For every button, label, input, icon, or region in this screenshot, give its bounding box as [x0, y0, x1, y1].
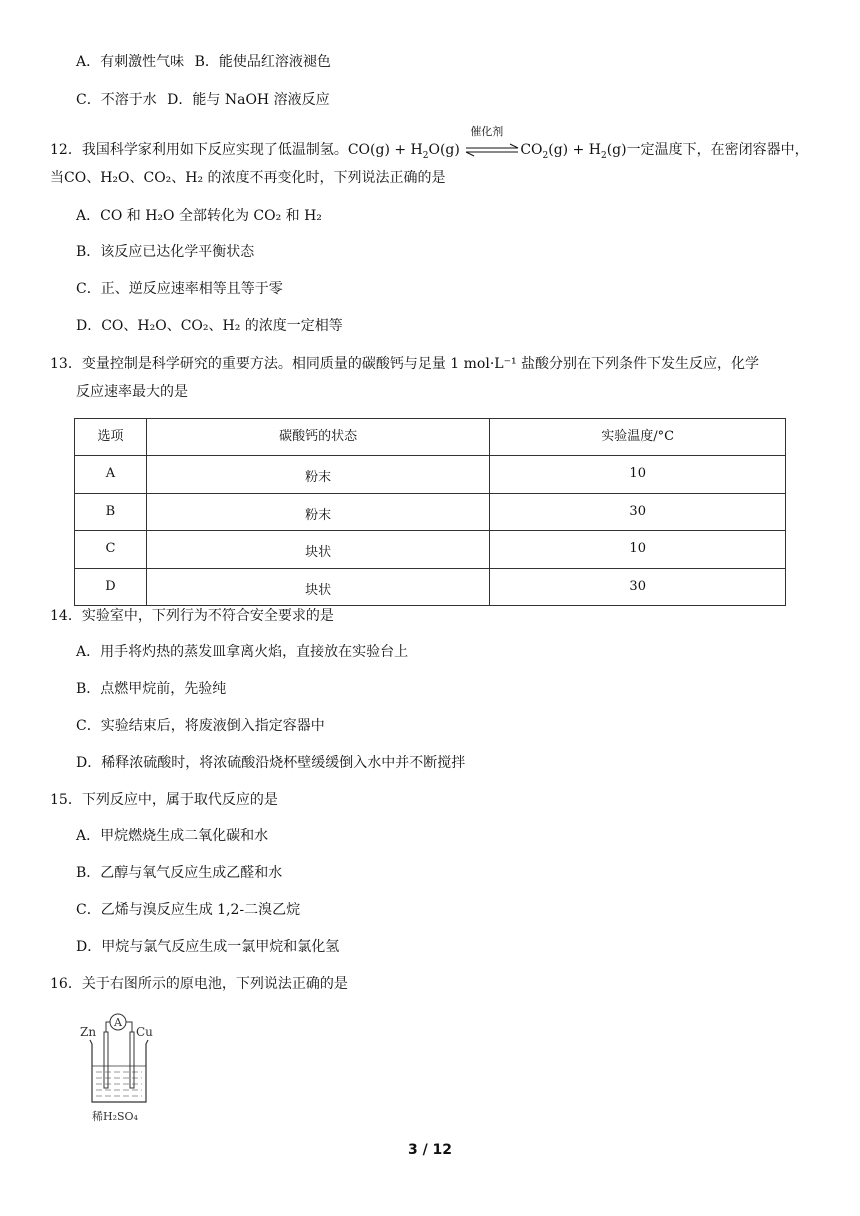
q15-stem [50, 790, 278, 810]
q14-stem [50, 606, 334, 626]
q12-option-d: D．CO、H₂O、CO₂、H₂ 的浓度一定相等 [76, 318, 343, 334]
q12-stem-line2: 当CO、H₂O、CO₂、H₂ 的浓度不再变化时，下列说法正确的是 [50, 170, 446, 186]
catalyst-label: 催化剂 [470, 125, 504, 138]
cu-label: Cu [136, 1025, 153, 1039]
q11-options-ab [76, 52, 331, 72]
q11-option-d: D．能与 NaOH 溶液反应 [167, 92, 330, 108]
q12-option-c: C．正、逆反应速率相等且等于零 [76, 281, 283, 297]
q11-options-cd [76, 90, 330, 110]
q11-option-c: C．不溶于水 [76, 92, 157, 108]
table-header-cell: 实验温度/°C [490, 419, 786, 456]
q14-number: 14． [50, 608, 82, 624]
table-row [75, 456, 786, 493]
table-cell: 粉末 [146, 493, 490, 530]
table-cell: D [75, 568, 147, 605]
q13-number: 13． [50, 356, 82, 372]
q13-stem-line2: 反应速率最大的是 [76, 384, 188, 400]
table-row [75, 531, 786, 568]
q14-option-d: D．稀释浓硫酸时，将浓硫酸沿烧杯壁缓缓倒入水中并不断搅拌 [76, 755, 466, 771]
table-cell: B [75, 493, 147, 530]
q13-text-line1: 变量控制是科学研究的重要方法。相同质量的碳酸钙与足量 1 mol·L⁻¹ 盐酸分别在下列条件下发生反应，化学 [81, 356, 760, 372]
table-cell: 30 [490, 493, 786, 530]
q15-option-d: D．甲烷与氯气反应生成一氯甲烷和氯化氢 [76, 939, 340, 955]
page-number: 3 / 12 [407, 1142, 453, 1158]
table-cell: 粉末 [146, 456, 490, 493]
q14-option-a: A．用手将灼热的蒸发皿拿离火焰，直接放在实验台上 [76, 644, 409, 660]
q12-number: 12． [50, 142, 82, 158]
q12-stem-line1 [50, 125, 809, 161]
table-row [75, 568, 786, 605]
table-cell: 30 [490, 568, 786, 605]
q14-text: 实验室中，下列行为不符合安全要求的是 [81, 608, 334, 624]
q15-option-c: C．乙烯与溴反应生成 1,2-二溴乙烷 [76, 902, 301, 918]
equilibrium-arrow-icon [464, 125, 520, 160]
q15-number: 15． [50, 792, 82, 808]
q12-option-a: A．CO 和 H₂O 全部转化为 CO₂ 和 H₂ [76, 208, 322, 224]
q15-text: 下列反应中，属于取代反应的是 [81, 792, 278, 808]
q16-text: 关于右图所示的原电池，下列说法正确的是 [81, 976, 348, 992]
q12-eq-right: $CO_2(g) + H_2(g)$ [520, 142, 627, 161]
q11-option-a: A．有刺激性气味 [76, 54, 185, 70]
table-header-cell: 选项 [75, 419, 147, 456]
table-cell: 10 [490, 531, 786, 568]
q13-stem-line1 [50, 354, 759, 374]
q12-text-post: 一定温度下，在密闭容器中， [626, 142, 809, 158]
q16-stem [50, 974, 348, 994]
table-cell: 块状 [146, 531, 490, 568]
galvanic-cell-figure [78, 1010, 158, 1128]
q13-data-table [74, 418, 786, 606]
zn-label: Zn [80, 1025, 97, 1039]
ammeter-label: A [114, 1016, 122, 1029]
q14-option-c: C．实验结束后，将废液倒入指定容器中 [76, 718, 325, 734]
table-cell: A [75, 456, 147, 493]
table-header-row [75, 419, 786, 456]
q16-number: 16． [50, 976, 82, 992]
q14-option-b: B．点燃甲烷前，先验纯 [76, 681, 227, 697]
q15-option-a: A．甲烷燃烧生成二氧化碳和水 [76, 828, 269, 844]
table-cell: 块状 [146, 568, 490, 605]
table-row [75, 493, 786, 530]
q11-option-b: B．能使品红溶液褪色 [194, 54, 331, 70]
q12-eq-left: $CO(g) + H_2O(g)$ [347, 142, 460, 161]
electrolyte-label: 稀H₂SO₄ [92, 1110, 138, 1123]
q12-option-b: B．该反应已达化学平衡状态 [76, 244, 255, 260]
q12-text-pre: 我国科学家利用如下反应实现了低温制氢。 [81, 142, 348, 158]
table-cell: 10 [490, 456, 786, 493]
table-header-cell: 碳酸钙的状态 [146, 419, 490, 456]
q15-option-b: B．乙醇与氧气反应生成乙醛和水 [76, 865, 283, 881]
table-cell: C [75, 531, 147, 568]
galvanic-cell-icon [78, 1010, 158, 1128]
